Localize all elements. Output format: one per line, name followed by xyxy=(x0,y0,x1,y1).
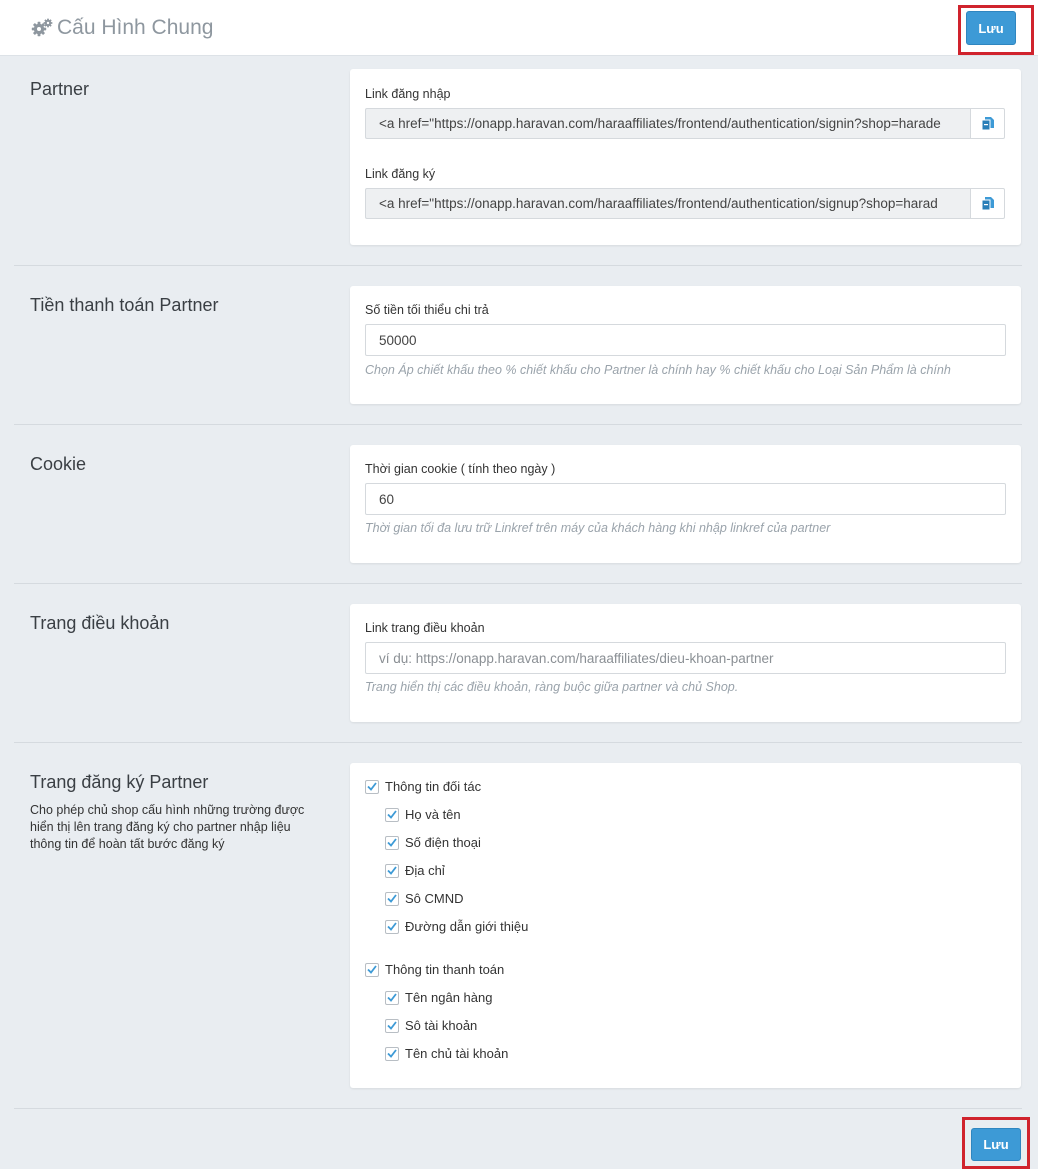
divider xyxy=(14,265,1022,266)
cookie-time-label: Thời gian cookie ( tính theo ngày ) xyxy=(365,462,556,476)
checkbox-box[interactable] xyxy=(385,920,399,934)
page-title: Cấu Hình Chung xyxy=(57,16,214,39)
checkbox-account-number[interactable] xyxy=(385,1018,477,1033)
checkbox-box[interactable] xyxy=(365,963,379,977)
min-payment-input[interactable] xyxy=(365,324,1006,356)
section-title-payment: Tiền thanh toán Partner xyxy=(30,295,219,315)
checkbox-box[interactable] xyxy=(365,780,379,794)
section-title-cookie: Cookie xyxy=(30,454,87,474)
checkbox-box[interactable] xyxy=(385,864,399,878)
signup-description: Cho phép chủ shop cấu hình những trường được hiển thị lên trang đăng ký cho partner nhập liệu thông tin để hoàn tất bước đăng ký xyxy=(30,803,305,851)
checkbox-label: Thông tin thanh toán xyxy=(385,962,505,977)
top-bar xyxy=(0,0,1038,56)
terms-link-label: Link trang điều khoản xyxy=(365,621,485,635)
checkbox-label: Sô tài khoản xyxy=(405,1018,478,1033)
payment-help-text: Chọn Áp chiết khấu theo % chiết khấu cho Partner là chính hay % chiết khấu cho Loại Sản Phẩm là chính xyxy=(365,363,951,377)
checkbox-label: Tên ngân hàng xyxy=(405,990,493,1005)
min-payment-label: Số tiền tối thiểu chi trả xyxy=(365,303,489,317)
checkbox-full-name[interactable] xyxy=(385,807,461,822)
card-signup xyxy=(350,763,1021,1088)
login-link-group xyxy=(365,108,1005,139)
checkbox-address[interactable] xyxy=(385,863,445,878)
divider xyxy=(14,1108,1022,1109)
card-cookie xyxy=(350,445,1021,563)
check-icon xyxy=(387,866,397,875)
copy-login-button[interactable] xyxy=(970,108,1005,139)
checkbox-label: Đường dẫn giới thiệu xyxy=(405,919,529,934)
check-icon xyxy=(387,810,397,819)
card-payment xyxy=(350,286,1021,404)
card-terms xyxy=(350,604,1021,722)
checkbox-box[interactable] xyxy=(385,991,399,1005)
checkbox-id-number[interactable] xyxy=(385,891,464,906)
checkbox-partner-info[interactable] xyxy=(365,779,481,794)
signup-link-field[interactable]: <a href="https://onapp.haravan.com/haraaffiliates/frontend/authentication/signup?shop=harad xyxy=(365,188,970,219)
copy-icon xyxy=(981,116,995,131)
divider xyxy=(14,742,1022,743)
save-button-bottom[interactable]: Lưu xyxy=(971,1128,1021,1161)
checkbox-account-holder[interactable] xyxy=(385,1046,508,1061)
checkbox-box[interactable] xyxy=(385,892,399,906)
terms-link-input[interactable] xyxy=(365,642,1006,674)
checkbox-bank-name[interactable] xyxy=(385,990,492,1005)
checkbox-label: Sô CMND xyxy=(405,891,464,906)
signup-link-group xyxy=(365,188,1005,219)
checkbox-box[interactable] xyxy=(385,1047,399,1061)
divider xyxy=(14,583,1022,584)
gears-icon xyxy=(30,17,54,39)
terms-help-text: Trang hiển thị các điều khoản, ràng buộc giữa partner và chủ Shop. xyxy=(365,680,739,694)
check-icon xyxy=(387,993,397,1002)
check-icon xyxy=(387,838,397,847)
cookie-time-input[interactable] xyxy=(365,483,1006,515)
check-icon xyxy=(387,922,397,931)
checkbox-referral-link[interactable] xyxy=(385,919,528,934)
check-icon xyxy=(367,965,377,974)
checkbox-phone[interactable] xyxy=(385,835,481,850)
divider xyxy=(14,424,1022,425)
check-icon xyxy=(367,782,377,791)
login-link-field[interactable]: <a href="https://onapp.haravan.com/haraaffiliates/frontend/authentication/signin?shop=harade xyxy=(365,108,970,139)
login-link-label: Link đăng nhập xyxy=(365,87,451,101)
section-title-partner: Partner xyxy=(30,79,90,99)
copy-icon xyxy=(981,196,995,211)
cookie-help-text: Thời gian tối đa lưu trữ Linkref trên máy của khách hàng khi nhập linkref của partner xyxy=(365,521,831,535)
section-title-signup: Trang đăng ký Partner xyxy=(30,772,209,792)
checkbox-payment-info[interactable] xyxy=(365,962,504,977)
check-icon xyxy=(387,1021,397,1030)
check-icon xyxy=(387,894,397,903)
copy-signup-button[interactable] xyxy=(970,188,1005,219)
checkbox-box[interactable] xyxy=(385,808,399,822)
checkbox-label: Số điện thoại xyxy=(405,835,481,850)
checkbox-label: Thông tin đối tác xyxy=(385,779,482,794)
signup-link-label: Link đăng ký xyxy=(365,167,436,181)
checkbox-label: Họ và tên xyxy=(405,807,461,822)
checkbox-label: Địa chỉ xyxy=(405,863,445,878)
card-partner xyxy=(350,69,1021,245)
page-header xyxy=(30,14,213,42)
section-title-terms: Trang điều khoản xyxy=(30,613,170,633)
checkbox-label: Tên chủ tài khoản xyxy=(405,1046,509,1061)
save-button-top[interactable]: Lưu xyxy=(966,11,1016,45)
check-icon xyxy=(387,1049,397,1058)
checkbox-box[interactable] xyxy=(385,836,399,850)
checkbox-box[interactable] xyxy=(385,1019,399,1033)
